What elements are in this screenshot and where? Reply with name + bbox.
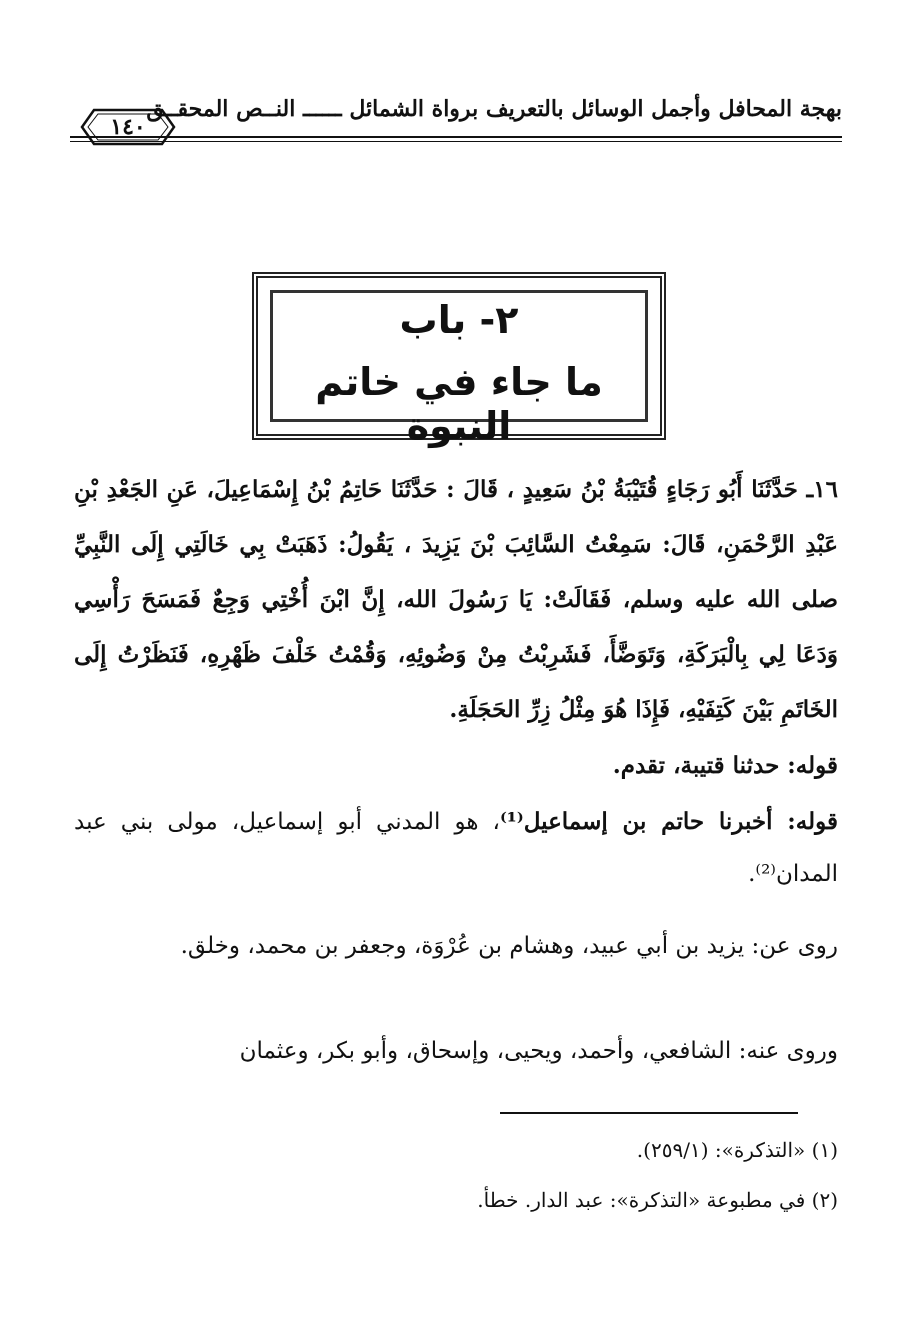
hadith-text: ١٦ـ حَدَّثَنَا أَبُو رَجَاءٍ قُتَيْبَةُ بْنُ سَعِيدٍ ، قَالَ : حَدَّثَنَا حَاتِمُ بْنُ إِسْمَاعِيلَ، عَنِ الجَعْدِ بْنِ عَبْدِ الرَّحْمَنِ، قَالَ: سَمِعْتُ السَّائِبَ بْنَ يَزِيدَ ، يَقُولُ: ذَهَبَتْ بِي خَالَتِي إِلَى النَّبِيِّ صلى الله عليه وسلم، فَقَالَتْ: يَا رَسُولَ الله، إِنَّ ابْنَ أُخْتِي وَجِعٌ فَمَسَحَ رَأْسِي وَدَعَا لِي بِالْبَرَكَةِ، وَتَوَضَّأَ، فَشَرِبْتُ مِنْ وَضُوئِهِ، وَقُمْتُ خَلْفَ ظَهْرِهِ، فَنَظَرْتُ إِلَى الخَاتَمِ بَيْنَ كَتِفَيْهِ، فَإِذَا هُوَ مِثْلُ زِرِّ الحَجَلَةِ. [74, 476, 838, 723]
page-number-ornament [80, 108, 176, 146]
commentary-paragraph-2 [74, 796, 838, 900]
commentary-paragraph-4: وروى عنه: الشافعي، وأحمد، ويحيى، وإسحاق، وأبو بكر، وعثمان [239, 1038, 838, 1064]
chapter-title: ما جاء في خاتم النبوة [315, 360, 603, 448]
header-rule-thin [70, 141, 842, 142]
header-rule [70, 136, 842, 138]
header-title: بهجة المحافل وأجمل الوسائل بالتعريف برواة الشمائل ــــــ النــص المحقــق [146, 96, 842, 122]
commentary-paragraph-2-text: ، هو المدني أبو إسماعيل، مولى بني عبد المدان⁽²⁾. [74, 809, 838, 887]
commentary-paragraph-2-label: قوله: أخبرنا حاتم بن إسماعيل⁽¹⁾ [499, 808, 838, 835]
commentary-paragraph-3: روى عن: يزيد بن أبي عبيد، وهشام بن عُرْوَة، وجعفر بن محمد، وخلق. [180, 933, 838, 959]
chapter-number: ٢- باب [399, 298, 519, 342]
footnote-1: (١) «التذكرة»: (٢٥٩/١). [636, 1138, 838, 1162]
running-header [70, 92, 842, 152]
footnote-separator [500, 1112, 798, 1114]
page-number: ١٤٠ [110, 114, 146, 140]
footnote-2: (٢) في مطبوعة «التذكرة»: عبد الدار. خطأ. [477, 1188, 838, 1212]
chapter-heading-box [252, 272, 666, 448]
commentary-paragraph-1: قوله: حدثنا قتيبة، تقدم. [612, 752, 838, 779]
